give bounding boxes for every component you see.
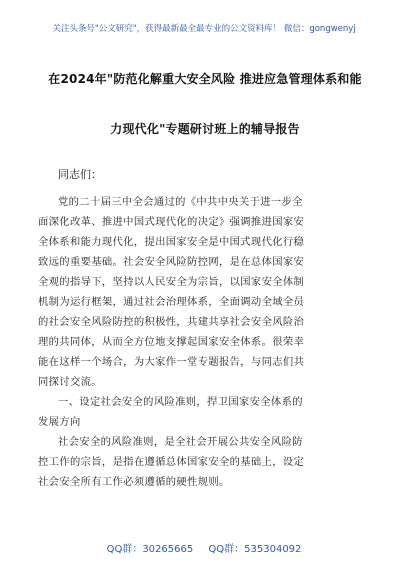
page-header: 关注头条号"公文研究"，获得最新最全最专业的公文资料库！ 微信：gongwenyj [52, 24, 356, 34]
paragraph-line: 全体系和能力现代化，提出国家安全是中国式现代化行稳 [38, 236, 305, 248]
title-line-2: 力现代化"专题研讨班上的辅导报告 [110, 122, 300, 136]
paragraph-line: 社会安全所有工作必须遵循的硬性规则。 [38, 476, 230, 488]
paragraph-line: 党的二十届三中全会通过的《中共中央关于进一步全 [58, 196, 303, 208]
qq-group-1: QQ群：30265665 [106, 544, 194, 555]
page-footer [0, 540, 408, 555]
paragraph-line: 同探讨交流。 [38, 376, 102, 388]
section-heading-line: 发展方向 [38, 416, 81, 428]
paragraph-line: 社会安全的风险准则，是全社会开展公共安全风险防 [58, 436, 303, 448]
title-line-1: 在2024年"防范化解重大安全风险 推进应急管理体系和能 [48, 72, 362, 86]
paragraph-line: 机制为运行框架，通过社会治理体系，全面调动全域全员 [38, 296, 305, 308]
paragraph-line: 面深化改革、推进中国式现代化的决定》强调推进国家安 [38, 216, 305, 228]
section-heading-line: 一、设定社会安全的风险准则，捍卫国家安全体系的 [58, 396, 303, 408]
paragraph-line: 理的共同体，从而全方位地支撑起国家安全体系。很荣幸 [38, 336, 305, 348]
paragraph-line: 控工作的宗旨，是指在遵循总体国家安全的基础上，设定 [38, 456, 305, 468]
salutation: 同志们： [58, 168, 102, 181]
paragraph-line: 全观的指导下，坚持以人民安全为宗旨，以国家安全体制 [38, 276, 305, 288]
body-text [38, 192, 360, 492]
paragraph-line: 能在这样一个场合，为大家作一堂专题报告，与同志们共 [38, 356, 305, 368]
paragraph-line: 致远的重要基础。社会安全风险防控网，是在总体国家安 [38, 256, 305, 268]
qq-group-2: QQ群：535304092 [208, 544, 302, 555]
paragraph-line: 的社会安全风险防控的积极性，共建共享社会安全风险治 [38, 316, 305, 328]
